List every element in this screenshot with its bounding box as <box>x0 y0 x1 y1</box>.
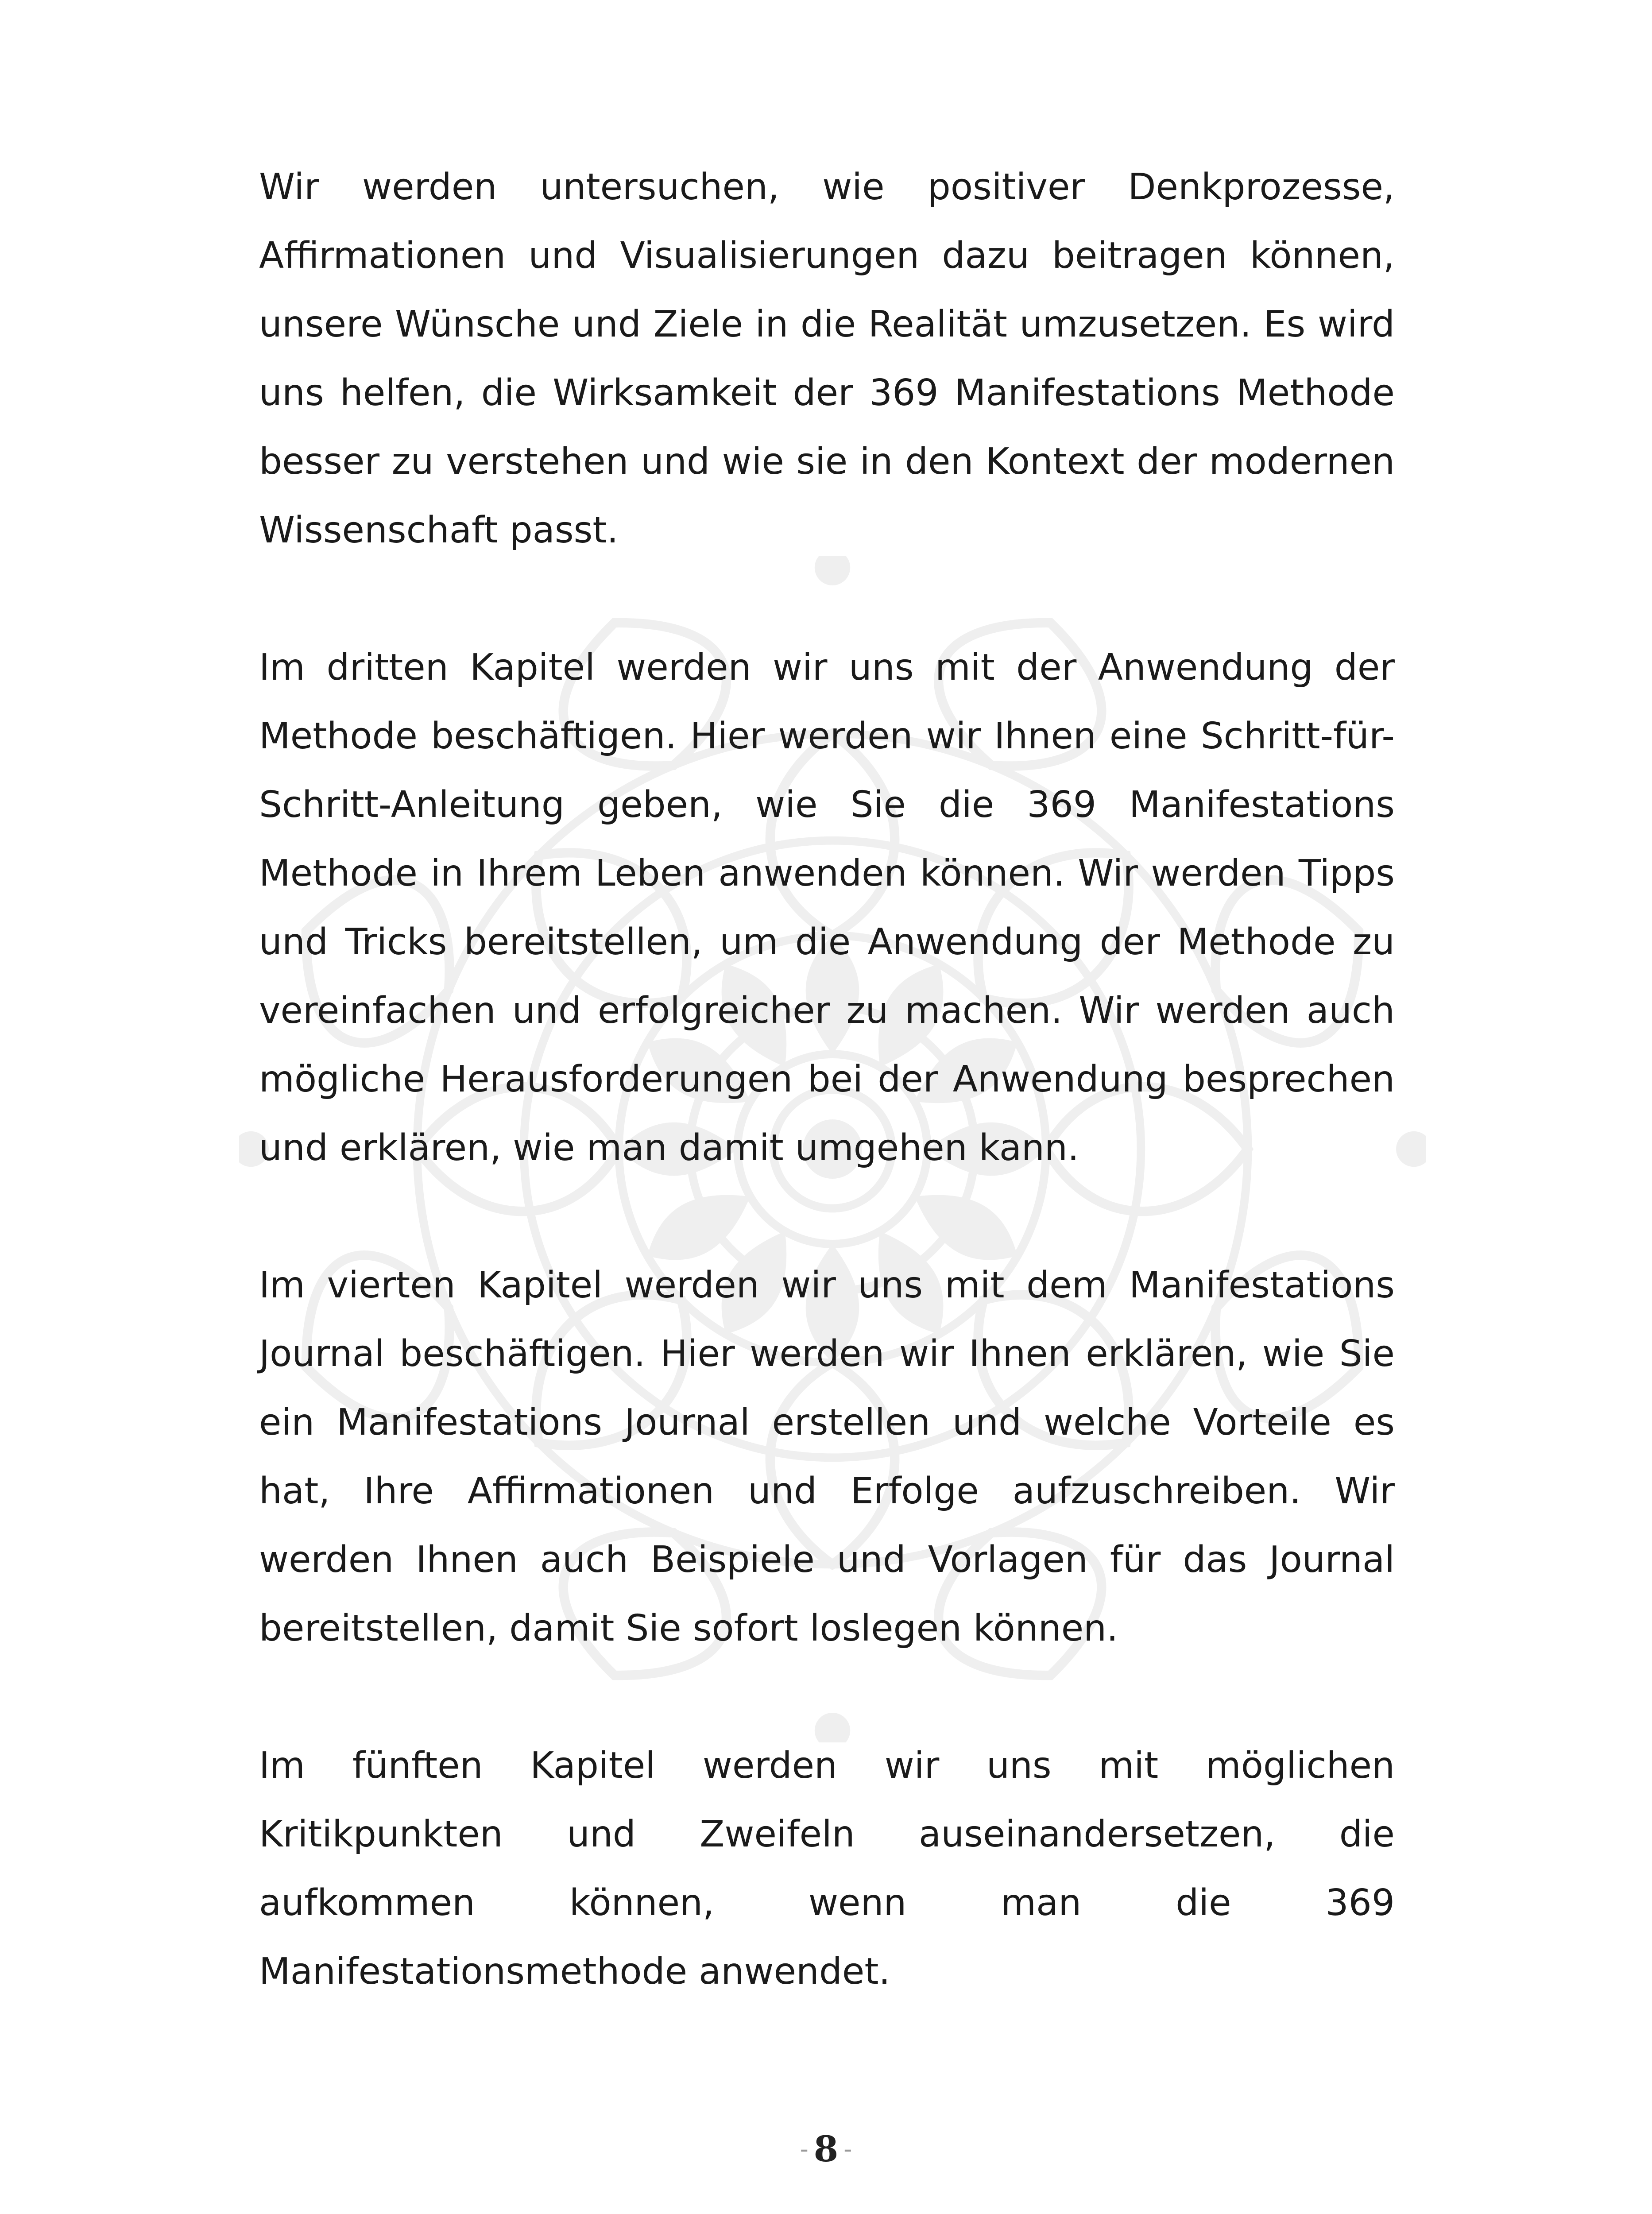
page-number-dash-right: - <box>843 2134 852 2164</box>
paragraph-2: Im dritten Kapitel werden wir uns mit der Anwendung der Methode beschäftigen. Hier werden wir Ihnen eine Schritt-für-Schritt-Anleitung geben, wie Sie die 369 Manifestations Methode in Ihrem Leben anwenden können. Wir werden Tipps und Tricks bereitstellen, um die Anwendung der Methode zu vereinfachen und erfolgreicher zu machen. Wir werden auch mögliche Herausforderungen bei der Anwendung besprechen und erklären, wie man damit umgehen kann. <box>259 646 1395 1169</box>
page-number-value: 8 <box>813 2128 839 2170</box>
paragraph-1: Wir werden untersuchen, wie positiver Denkprozesse, Affirmationen und Visualisierungen dazu beitragen können, unsere Wünsche und Ziele in die Realität umzusetzen. Es wird uns helfen, die Wirksamkeit der 369 Manifestations Methode besser zu verstehen und wie sie in den Kontext der modernen Wissenschaft passt. <box>259 166 1395 551</box>
page-number-dash-left: - <box>800 2134 809 2164</box>
body-text <box>259 153 1395 2075</box>
paragraph-3: Im vierten Kapitel werden wir uns mit dem Manifestations Journal beschäftigen. Hier werden wir Ihnen erklären, wie Sie ein Manifestations Journal erstellen und welche Vorteile es hat, Ihre Affirmationen und Erfolge aufzuschreiben. Wir werden Ihnen auch Beispiele und Vorlagen für das Journal bereitstellen, damit Sie sofort loslegen können. <box>259 1264 1395 1649</box>
paragraph-4: Im fünften Kapitel werden wir uns mit möglichen Kritikpunkten und Zweifeln auseinandersetzen, die aufkommen können, wenn man die 369 Manifestationsmethode anwendet. <box>259 1745 1395 1993</box>
page-number <box>0 2125 1652 2170</box>
